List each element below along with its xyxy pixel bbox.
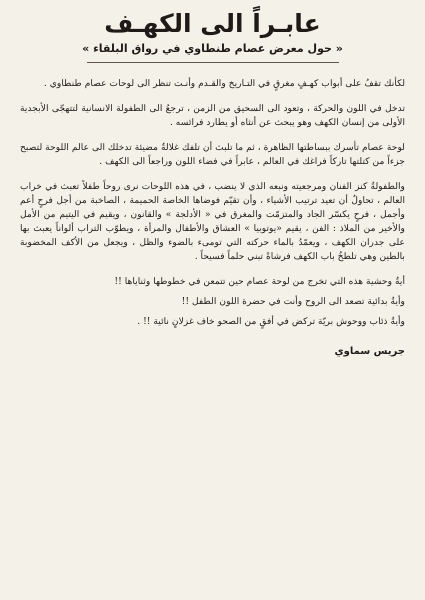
article-title: عابـراً الى الكهـف xyxy=(104,9,321,38)
author-signature: جريس سماوي xyxy=(334,346,405,357)
paragraph-4: والطفولةُ كنز الفنان ومرجعيته ونبعه الذي لا ينضب ، في هذه اللوحات نرى روحاً طفلاً تعبث في خراب العالم ، تحاولُ أن تعيد ترتيب الأشياء ، وأن تقيّم فوضاها الخاصة الحميمة ، الصاخبة من أجل فرحٍ أعم وأجمل ، فرحٍ يكسّر الجاد والمتزمّت والمغرق في « الأدلجة » والقانون ، ويقيم في اليتيم من الأمل والأخير من الملاذ : الفن ، يقيم «يوتوبيا » العشاق والأطفال والمرأة ، ويطوّب التراب ألواناً يعبث بها على جدران الكهف ، ويعمّدُ بالماء حركته التي تومىء بالضوء والظل ، ويجعل من الأكف المخضوبة بالطين وهي تلطخُ باب الكهف فرشاةً تبني حلماً فسيحاً . xyxy=(20,181,405,262)
paragraph-2: تدخل في اللون والحركة ، وتعود الى السحيق من الزمن ، ترجعُ الى الطفولة الانسانية لتتهجّى الأبجدية الأولى من إنسان الكهف وهو يبحث عن أنثاه أو يطارد فرائسه . xyxy=(20,103,405,128)
article-body xyxy=(20,77,405,329)
title-divider xyxy=(87,62,339,63)
paragraph-6: وأيةُ بدائية تصعد الى الروح وأنت في حضرة اللون الطفل !! xyxy=(181,296,405,307)
paragraph-1: لكأنك تقفُ على أبواب كهـفٍ مغرقٍ في التـاريخ والقـدم وأنـت تنظر الى لوحات عصام طنطاوي . xyxy=(43,78,405,89)
paragraph-3: لوحة عصام تأسرك ببساطتها الظاهرة ، ثم ما تلبث أن تلفك غلالةٌ مضيئة تدخلك الى عالم اللوحة لتصبح جزءاً من كتلتها تاركاً فراغك في العالم ، عابراً في فضاء اللون وراجعاً الى الكهف . xyxy=(20,142,405,167)
article-subtitle: « حول معرض عصام طنطاوي في رواق البلقاء » xyxy=(82,42,343,55)
paragraph-5: أيةُ وحشية هذه التي تخرج من لوحة عصام حين تتمعن في خطوطها وثناياها !! xyxy=(114,276,405,287)
paragraph-7: وأيةُ ذئاب ووحوش بريّة تركض في أفقٍ من الصحو خاف غزلانٍ نائية !! . xyxy=(137,316,405,327)
